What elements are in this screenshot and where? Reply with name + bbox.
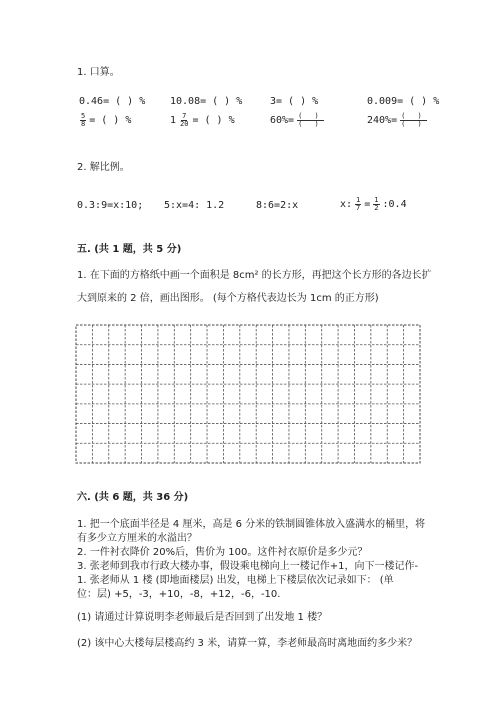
section5-title: 五. (共 1 题，共 5 分) (77, 244, 182, 255)
ratio-heading: 2. 解比例。 (77, 162, 130, 173)
q1-line1: 1. 把一个底面半径是 4 厘米，高是 6 分米的铁制圆锥体放入盛满水的桶里，将 (77, 519, 426, 530)
section5-question-line1: 1. 在下面的方格纸中画一个面积是 8cm² 的长方形，再把这个长方形的各边长扩 (77, 270, 432, 281)
q3-sub1: (1) 请通过计算说明李老师最后是否回到了出发地 1 楼？ (77, 612, 328, 623)
ratio-item-2: 5:x=4: 1.2 (164, 200, 225, 211)
calc-item-7: 60%= $\frac{( )}{( )}$ (270, 112, 323, 128)
q3-line1: 3. 张老师到我市行政大楼办事，假设乘电梯向上一楼记作+1，向下一楼记作- (77, 561, 419, 572)
fraction: $\frac{7}{20}$ (180, 112, 189, 128)
calc-item-8: 240%= $\frac{( )}{( )}$ (367, 112, 426, 128)
q1-line2: 有多少立方厘米的水溢出？ (77, 533, 197, 544)
calc-item-6: 1 $\frac{7}{20}$ = ( ) % (170, 112, 235, 128)
fraction: $\frac{5}{8}$ (81, 112, 86, 128)
calc-item-2: 10.08= ( ) % (170, 96, 243, 107)
fraction: $\frac{1}{7}$ (356, 196, 361, 212)
ratio-item-3: 8:6=2:x (256, 200, 299, 211)
section6-title: 六. (共 6 题，共 36 分) (77, 492, 189, 503)
q3-sub2: (2) 该中心大楼每层楼高约 3 米，请算一算，李老师最高时离地面约多少米？ (77, 638, 418, 649)
calc-item-3: 3= ( ) % (270, 96, 319, 107)
fraction-blank: $\frac{( )}{( )}$ (401, 112, 426, 128)
ratio-item-4: x: $\frac{1}{7}$ = $\frac{1}{2}$ :0.4 (340, 196, 407, 212)
graph-paper-grid[interactable] (75, 324, 421, 464)
calc-item-1: 0.46= ( ) % (79, 96, 146, 107)
q3-line3: 位：层) +5，-3，+10，-8，+12，-6，-10. (77, 589, 281, 600)
ratio-item-1: 0.3:9=x:10; (77, 200, 144, 211)
calc-item-4: 0.009= ( ) % (367, 96, 440, 107)
calc-heading: 1. 口算。 (77, 67, 120, 78)
grid-border (76, 325, 420, 463)
q2: 2. 一件衬衣降价 20%后，售价为 100。这件衬衣原价是多少元？ (77, 547, 368, 558)
fraction: $\frac{1}{2}$ (374, 196, 379, 212)
section5-question-line2: 大到原来的 2 倍，画出图形。 (每个方格代表边长为 1cm 的正方形) (77, 293, 379, 304)
calc-item-5: $\frac{5}{8}$ = ( ) % (81, 112, 132, 128)
q3-line2: 1. 张老师从 1 楼 (即地面楼层) 出发，电梯上下楼层依次记录如下： (单 (77, 575, 394, 586)
fraction-blank: $\frac{( )}{( )}$ (298, 112, 323, 128)
